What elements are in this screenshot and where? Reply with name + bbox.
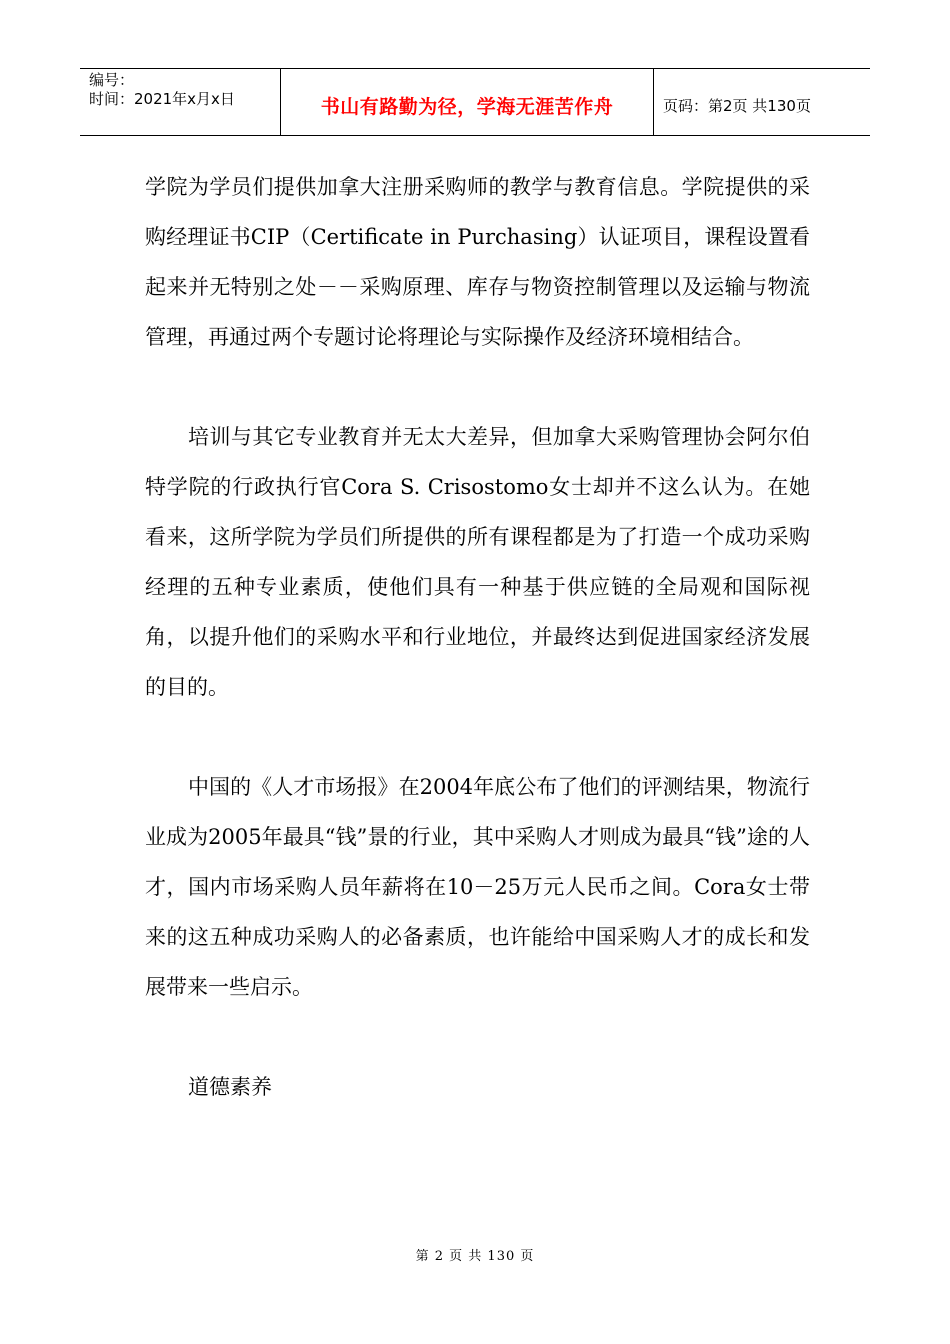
document-number-label: 编号： — [89, 71, 135, 89]
section-heading: 道德素养 — [188, 1075, 272, 1099]
paragraph-spacer — [145, 362, 810, 412]
header-page-info: 页码：第2页 共130页 — [663, 96, 811, 115]
body-paragraph: 学院为学员们提供加拿大注册采购师的教学与教育信息。学院提供的采购经理证书CIP（Certificate in Purchasing）认证项目，课程设置看起来并无特别之处－－采购原理、库存与物资控制管理以及运输与物流管理，再通过两个专题讨论将理论与实际操作及经济环境相结合。 — [145, 175, 810, 349]
header-motto-cell — [281, 69, 654, 135]
paragraph-spacer — [145, 1012, 810, 1062]
page-footer: 第 2 页 共 130 页 — [415, 1249, 535, 1264]
document-date: 时间：2021年x月x日 — [89, 90, 235, 108]
header-page-cell — [654, 69, 870, 135]
body-paragraph: 中国的《人才市场报》在2004年底公布了他们的评测结果，物流行业成为2005年最具“钱”景的行业，其中采购人才则成为最具“钱”途的人才，国内市场采购人员年薪将在10－25万元人民币之间。Cora女士带来的这五种成功采购人的必备素质，也许能给中国采购人才的成长和发展带来一些启示。 — [145, 775, 810, 999]
body-paragraph: 培训与其它专业教育并无太大差异，但加拿大采购管理协会阿尔伯特学院的行政执行官Cora S. Crisostomo女士却并不这么认为。在她看来，这所学院为学员们所提供的所有课程都是为了打造一个成功采购经理的五种专业素质，使他们具有一种基于供应链的全局观和国际视角，以提升他们的采购水平和行业地位，并最终达到促进国家经济发展的目的。 — [145, 425, 810, 699]
paragraph-spacer — [145, 712, 810, 762]
header-motto: 书山有路勤为径，学海无涯苦作舟 — [320, 95, 614, 118]
page-header — [80, 68, 870, 136]
document-body — [145, 162, 810, 1112]
header-meta-cell — [80, 69, 281, 135]
